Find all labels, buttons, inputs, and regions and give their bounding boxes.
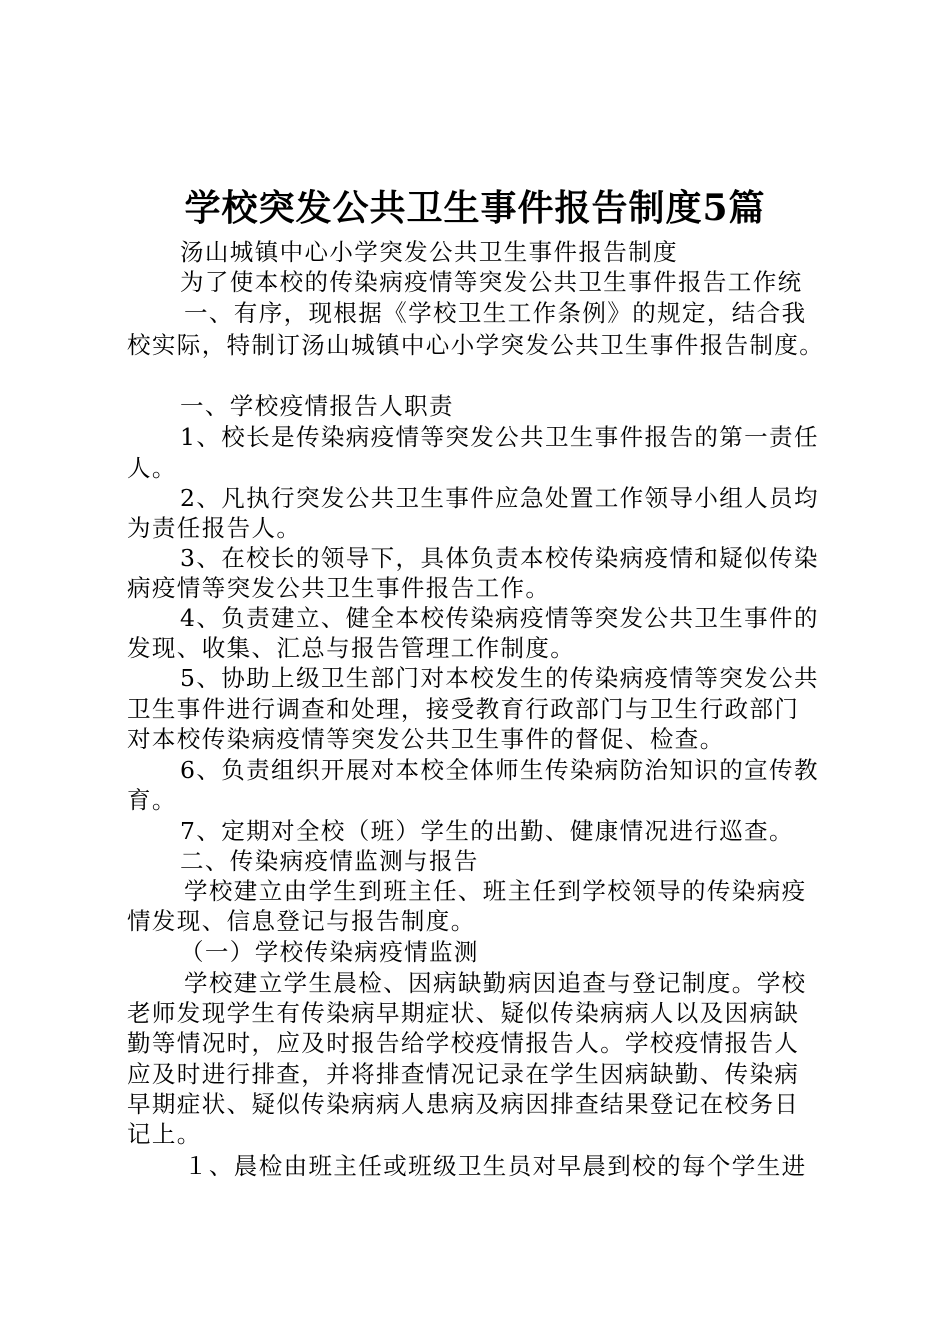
paragraph-line: 情发现、信息登记与报告制度。 xyxy=(127,907,476,935)
paragraph-line: 校实际，特制订汤山城镇中心小学突发公共卫生事件报告制度。 xyxy=(127,331,825,359)
paragraph-line: 学校建立由学生到班主任、班主任到学校领导的传染病疫 xyxy=(184,877,807,905)
paragraph-line: 卫生事件进行调查和处理，接受教育行政部门与卫生行政部门 xyxy=(127,695,800,723)
paragraph-line: 3、在校长的领导下，具体负责本校传染病疫情和疑似传染 xyxy=(180,544,819,572)
paragraph-line: 2、凡执行突发公共卫生事件应急处置工作领导小组人员均 xyxy=(180,484,819,512)
paragraph-line: 汤山城镇中心小学突发公共卫生事件报告制度 xyxy=(180,238,678,266)
paragraph-line: 育。 xyxy=(127,786,177,814)
paragraph-line: 为责任报告人。 xyxy=(127,514,302,542)
paragraph-line: 6、负责组织开展对本校全体师生传染病防治知识的宣传教 xyxy=(180,756,819,784)
paragraph-line: 人。 xyxy=(127,454,177,482)
subsection-heading: （一）学校传染病疫情监测 xyxy=(180,938,479,966)
paragraph-line: 4、负责建立、健全本校传染病疫情等突发公共卫生事件的 xyxy=(180,604,819,632)
paragraph-line: 一、有序，现根据《学校卫生工作条例》的规定，结合我 xyxy=(184,299,807,327)
paragraph-line: 5、协助上级卫生部门对本校发生的传染病疫情等突发公共 xyxy=(180,664,819,692)
paragraph-line: １、晨检由班主任或班级卫生员对早晨到校的每个学生进 xyxy=(184,1152,807,1180)
paragraph-line: 勤等情况时，应及时报告给学校疫情报告人。学校疫情报告人 xyxy=(127,1029,800,1057)
paragraph-line: 对本校传染病疫情等突发公共卫生事件的督促、检查。 xyxy=(127,725,725,753)
paragraph-line: 病疫情等突发公共卫生事件报告工作。 xyxy=(127,574,551,602)
paragraph-line: 为了使本校的传染病疫情等突发公共卫生事件报告工作统 xyxy=(180,268,803,296)
document-title: 学校突发公共卫生事件报告制度5篇 xyxy=(184,187,766,229)
paragraph-line: 发现、收集、汇总与报告管理工作制度。 xyxy=(127,634,576,662)
paragraph-line: 应及时进行排查，并将排查情况记录在学生因病缺勤、传染病 xyxy=(127,1060,800,1088)
paragraph-line: 1、校长是传染病疫情等突发公共卫生事件报告的第一责任 xyxy=(180,423,819,451)
paragraph-line: 记上。 xyxy=(127,1120,202,1148)
paragraph-line: 老师发现学生有传染病早期症状、疑似传染病病人以及因病缺 xyxy=(127,999,800,1027)
paragraph-line: 早期症状、疑似传染病病人患病及病因排查结果登记在校务日 xyxy=(127,1090,800,1118)
section-heading: 一、学校疫情报告人职责 xyxy=(180,392,454,420)
section-heading: 二、传染病疫情监测与报告 xyxy=(180,847,479,875)
paragraph-line: 学校建立学生晨检、因病缺勤病因追查与登记制度。学校 xyxy=(184,969,807,997)
paragraph-line: 7、定期对全校（班）学生的出勤、健康情况进行巡查。 xyxy=(180,817,794,845)
